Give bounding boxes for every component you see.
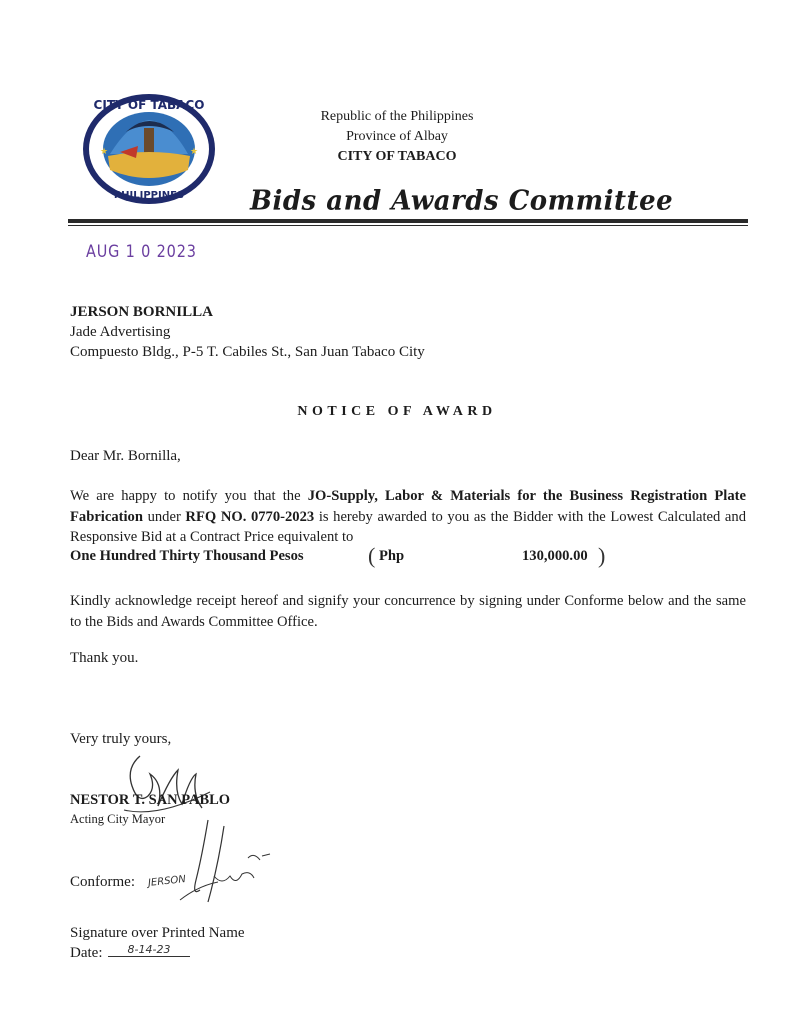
header-rule-thin <box>68 225 748 226</box>
bracket-open: ( <box>368 543 376 568</box>
province-line: Province of Albay <box>346 129 448 144</box>
signatory-name: NESTOR T. SAN PABLO <box>70 792 231 808</box>
award-paragraph <box>70 486 746 548</box>
conforme-signature <box>178 816 278 912</box>
conforme-label: Conforme: <box>70 874 135 890</box>
header-rule-thick <box>68 219 748 223</box>
thank-you: Thank you. <box>70 650 139 666</box>
award-intro: We are happy to notify you that the <box>70 488 301 504</box>
signature-caption: Signature over Printed Name <box>70 925 245 941</box>
under-word: under <box>147 508 181 525</box>
received-date-stamp: AUG 1 0 2023 <box>86 242 197 262</box>
seal-star-left: ★ <box>100 147 109 157</box>
city-line: CITY OF TABACO <box>337 149 457 164</box>
seal-star-right: ★ <box>190 147 199 157</box>
rfq-number: RFQ NO. 0770-2023 <box>185 508 315 525</box>
notice-title: NOTICE OF AWARD <box>297 404 497 419</box>
bracket-close: ) <box>598 543 606 568</box>
recipient-name: JERSON BORNILLA <box>70 304 213 320</box>
seal-top-text: CITY OF TABACO <box>93 98 205 112</box>
recipient-company: Jade Advertising <box>70 324 171 340</box>
seal-bottom-text: PHILIPPINES <box>113 190 185 201</box>
date-value: 8-14-23 <box>108 943 190 957</box>
date-label: Date: <box>70 945 103 961</box>
signatory-title: Acting City Mayor <box>70 812 166 826</box>
salutation: Dear Mr. Bornilla, <box>70 448 181 464</box>
award-rest: is hereby awarded to you as the Bidder with the Lowest Calculated and Responsive Bid at a Contract Price equivalent to <box>70 508 746 545</box>
republic-line: Republic of the Philippines <box>320 109 474 124</box>
conforme-handwritten-name: JERSON <box>147 874 187 889</box>
currency-label: Php <box>379 548 405 564</box>
recipient-address: Compuesto Bldg., P-5 T. Cabiles St., San Juan Tabaco City <box>70 344 425 360</box>
closing: Very truly yours, <box>70 731 172 747</box>
project-name: JO-Supply, Labor & Materials for the Business Registration Plate Fabrication <box>70 488 746 525</box>
amount-in-words: One Hundred Thirty Thousand Pesos <box>70 548 304 564</box>
committee-title: Bids and Awards Committee <box>250 185 674 217</box>
acknowledge-paragraph: Kindly acknowledge receipt hereof and signify your concurrence by signing under Conforme below and the same to the Bids and Awards Committee Office. <box>70 593 746 630</box>
contract-amount: 130,000.00 <box>522 548 588 564</box>
